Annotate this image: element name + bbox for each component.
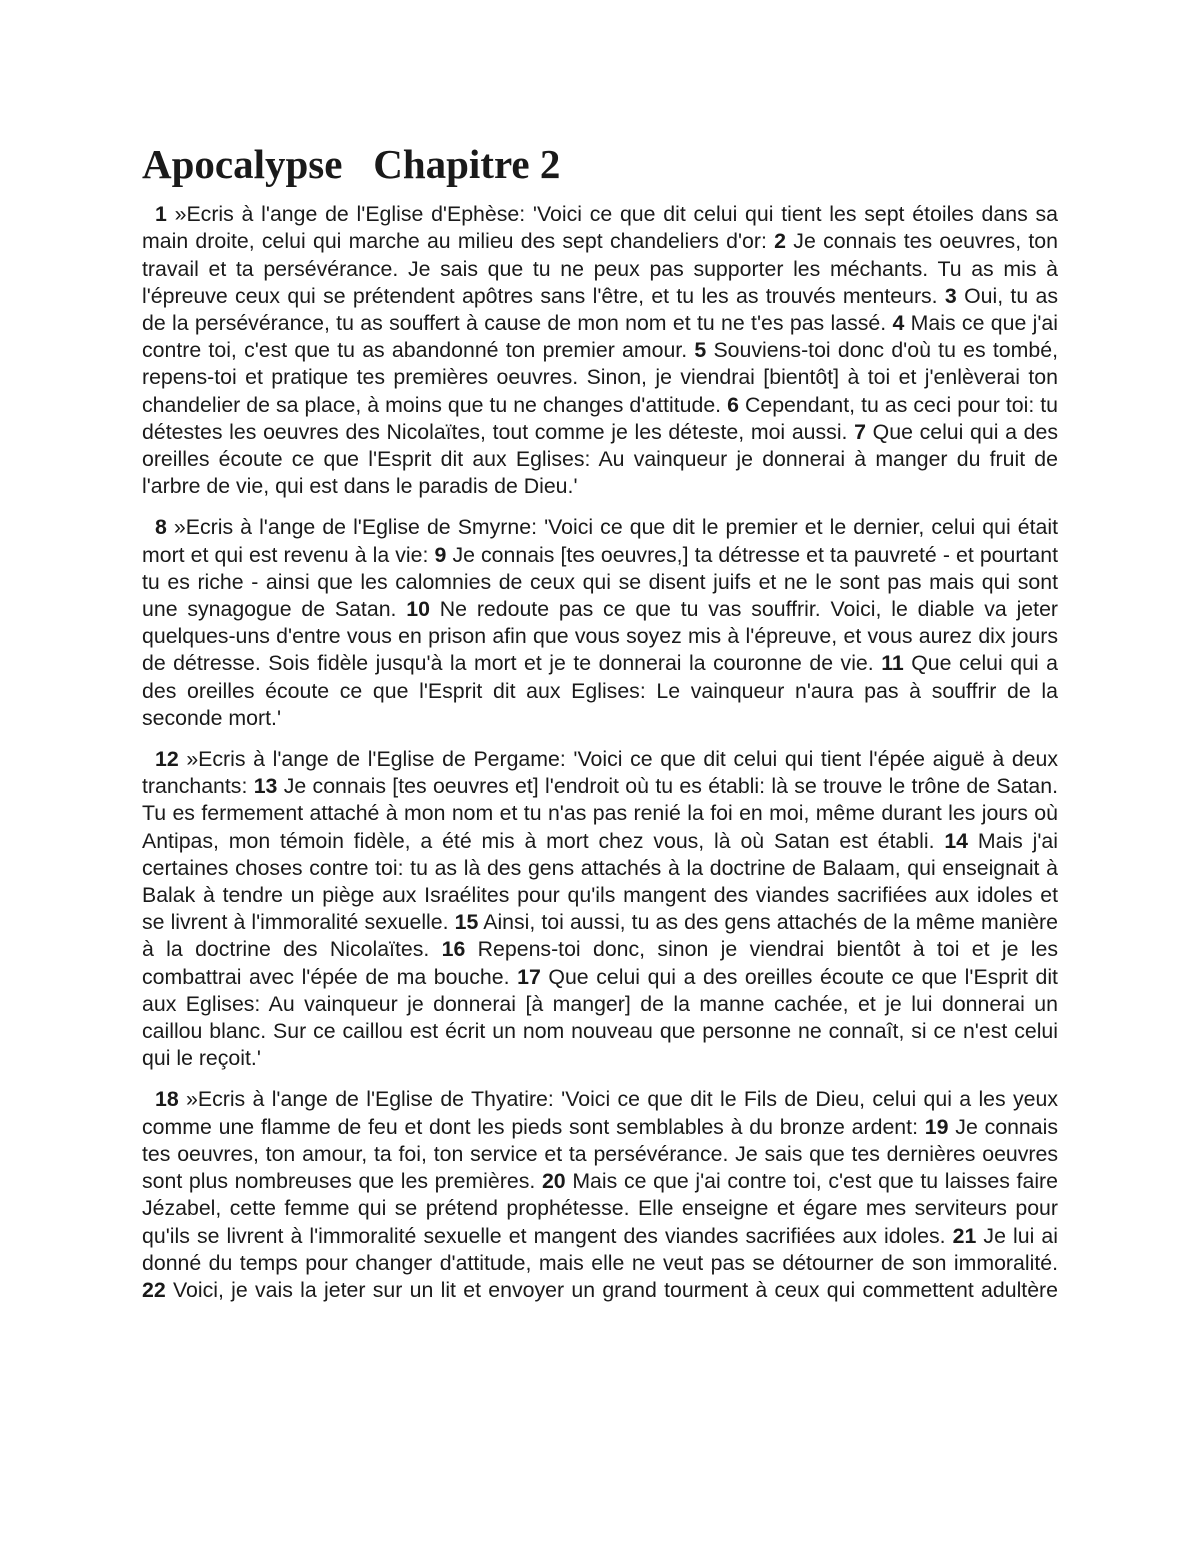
verse-text: Cependant, tu as ceci pour toi: tu détestes les oeuvres des Nicolaïtes, tout comme je les déteste, moi aussi. bbox=[142, 392, 1058, 444]
paragraph bbox=[142, 1086, 1058, 1304]
document-page bbox=[142, 140, 1058, 1318]
verse-number: 4 bbox=[892, 311, 905, 335]
paragraph bbox=[142, 201, 1058, 500]
verse-text: Je connais tes oeuvres, ton travail et ta persévérance. Je sais que tu ne peux pas supporter les méchants. Tu as mis à l'épreuve ceux qui se prétendent apôtres sans l'être, et tu les as trouvés menteurs. bbox=[142, 229, 1058, 308]
verse-number: 7 bbox=[854, 419, 866, 444]
paragraph bbox=[142, 746, 1058, 1072]
verse-number: 16 bbox=[441, 937, 466, 962]
verse-text: Ainsi, toi aussi, tu as des gens attachés de la même manière à la doctrine des Nicolaïtes. bbox=[142, 910, 1058, 962]
verse-text: Que celui qui a des oreilles écoute ce que l'Esprit dit aux Eglises: Le vainqueur n'aura pas à souffrir de la seconde mort.' bbox=[142, 651, 1059, 730]
verse-text: Mais ce que j'ai contre toi, c'est que tu laisses faire Jézabel, cette femme qui se prétend prophétesse. Elle enseigne et égare mes serviteurs pour qu'ils se livrent à l'immoralité sexuelle et mangent des viandes sacrifiées aux idoles. bbox=[142, 1169, 1058, 1248]
verse-number: 6 bbox=[727, 392, 739, 417]
verse-text: Que celui qui a des oreilles écoute ce que l'Esprit dit aux Eglises: Au vainqueur je donnerai [à manger] de la manne cachée, et je lui donnerai un caillou blanc. Sur ce caillou est écrit un nom nouveau que personne ne connaît, si ce n'est celui qui le reçoit.' bbox=[142, 964, 1058, 1071]
verse-number: 21 bbox=[952, 1223, 977, 1248]
verse-text: Mais j'ai certaines choses contre toi: tu as là des gens attachés à la doctrine de Balaam, qui enseignait à Balak à tendre un piège aux Israélites pour qu'ils mangent des viandes sacrifiées aux idoles et se livrent à l'immoralité sexuelle. bbox=[142, 828, 1058, 935]
paragraph bbox=[142, 514, 1058, 732]
verse-number: 1 bbox=[155, 202, 167, 227]
verse-number: 15 bbox=[454, 910, 479, 935]
verse-text: Je connais [tes oeuvres et] l'endroit où tu es établi: là se trouve le trône de Satan. Tu es fermement attaché à mon nom et tu n'as pas renié la foi en moi, même durant les jours où Antipas, mon témoin fidèle, a été mis à mort chez vous, là où Satan est établi. bbox=[142, 774, 1058, 853]
verse-number: 9 bbox=[434, 542, 447, 567]
verse-text: Repens-toi donc, sinon je viendrai bientôt à toi et je les combattrai avec l'épée de ma bouche. bbox=[142, 937, 1058, 989]
verse-number: 12 bbox=[155, 747, 179, 772]
verse-number: 18 bbox=[155, 1087, 179, 1112]
verse-text: Ne redoute pas ce que tu vas souffrir. Voici, le diable va jeter quelques-uns d'entre vous en prison afin que vous soyez mis à l'épreuve, et vous aurez dix jours de détresse. Sois fidèle jusqu'à la mort et je te donnerai la couronne de vie. bbox=[142, 597, 1059, 676]
verse-number: 11 bbox=[881, 651, 904, 676]
verse-number: 17 bbox=[517, 964, 541, 989]
verse-text: »Ecris à l'ange de l'Eglise de Thyatire: 'Voici ce que dit le Fils de Dieu, celui qui a les yeux comme une flamme de feu et dont les pieds sont semblables à du bronze ardent: bbox=[142, 1087, 1058, 1139]
verse-number: 22 bbox=[142, 1277, 166, 1302]
verse-text: Que celui qui a des oreilles écoute ce que l'Esprit dit aux Eglises: Au vainqueur je donnerai à manger du fruit de l'arbre de vie, qui est dans le paradis de Dieu.' bbox=[142, 419, 1058, 499]
verse-number: 8 bbox=[155, 515, 167, 540]
verse-number: 13 bbox=[253, 774, 278, 799]
verse-text: »Ecris à l'ange de l'Eglise de Pergame: 'Voici ce que dit celui qui tient l'épée aiguë à deux tranchants: bbox=[142, 747, 1058, 799]
verse-number: 3 bbox=[944, 283, 957, 308]
verse-text: Voici, je vais la jeter sur un lit et envoyer un grand tourment à ceux qui commettent adultère bbox=[165, 1277, 1058, 1302]
verse-text: Je connais [tes oeuvres,] ta détresse et ta pauvreté - et pourtant tu es riche - ainsi que les calomnies de ceux qui se disent juifs et ne le sont pas mais qui sont une synagogue de Satan. bbox=[142, 542, 1058, 622]
page-title: Apocalypse Chapitre 2 bbox=[142, 141, 561, 187]
verse-text: Je connais tes oeuvres, ton amour, ta foi, ton service et ta persévérance. Je sais que tes dernières oeuvres sont plus nombreuses que les premières. bbox=[142, 1114, 1059, 1194]
verse-number: 2 bbox=[774, 229, 787, 254]
verse-text: Souviens-toi donc d'où tu es tombé, repens-toi et pratique tes premières oeuvres. Sinon, je viendrai [bientôt] à toi et j'enlèverai ton chandelier de sa place, à moins que tu ne changes d'attitude. bbox=[142, 338, 1058, 417]
verse-text: »Ecris à l'ange de l'Eglise de Smyrne: 'Voici ce que dit le premier et le dernier, celui qui était mort et qui est revenu à la vie: bbox=[142, 515, 1058, 567]
verse-number: 19 bbox=[924, 1114, 949, 1139]
verse-text: Mais ce que j'ai contre toi, c'est que tu as abandonné ton premier amour. bbox=[142, 311, 1058, 363]
document-body bbox=[142, 201, 1058, 1304]
verse-number: 5 bbox=[694, 338, 707, 363]
verse-number: 20 bbox=[541, 1169, 566, 1194]
verse-text: Je lui ai donné du temps pour changer d'attitude, mais elle ne veut pas se détourner de son immoralité. bbox=[142, 1223, 1058, 1275]
verse-number: 14 bbox=[944, 828, 969, 853]
verse-number: 10 bbox=[406, 597, 430, 622]
verse-text: Oui, tu as de la persévérance, tu as souffert à cause de mon nom et tu ne t'es pas lassé. bbox=[142, 283, 1058, 335]
verse-text: »Ecris à l'ange de l'Eglise d'Ephèse: 'Voici ce que dit celui qui tient les sept étoiles dans sa main droite, celui qui marche au milieu des sept chandeliers d'or: bbox=[142, 202, 1058, 254]
